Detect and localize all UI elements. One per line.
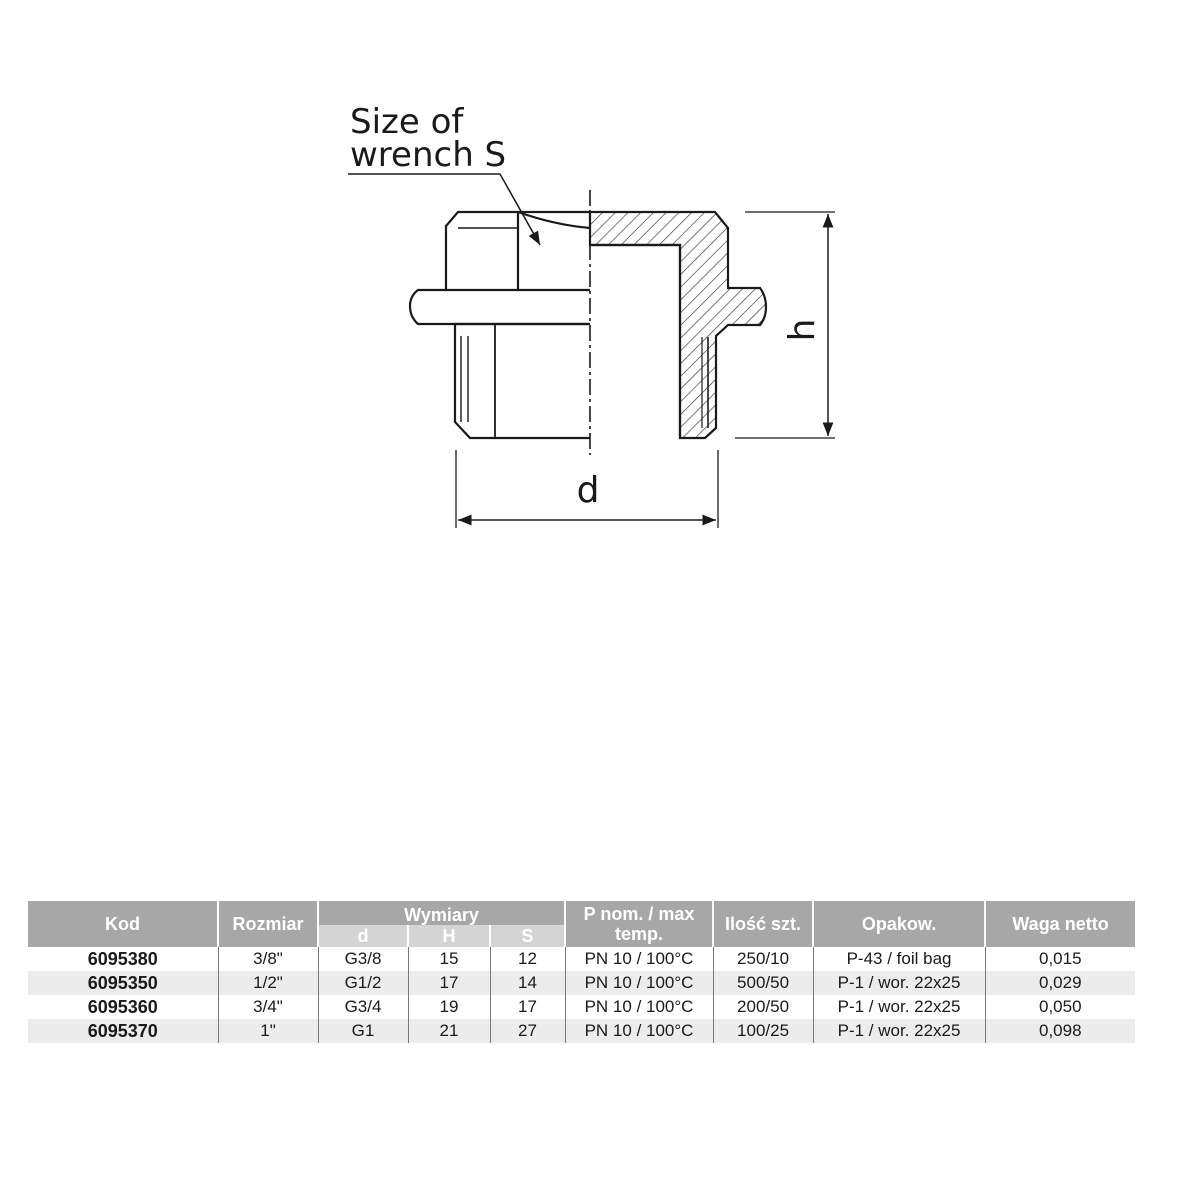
cell-opakow: P-1 / wor. 22x25 — [813, 995, 985, 1019]
table-row — [28, 947, 1135, 971]
header-sub-d: d — [318, 925, 408, 947]
header-rozmiar: Rozmiar — [218, 901, 318, 947]
cell-d: G3/8 — [318, 947, 408, 971]
callout-leader — [348, 174, 540, 245]
cell-d: G1 — [318, 1019, 408, 1043]
cell-s: 14 — [490, 971, 565, 995]
cell-h: 19 — [408, 995, 490, 1019]
cell-kod: 6095370 — [28, 1019, 218, 1043]
header-wymiary: Wymiary — [318, 901, 565, 925]
table-row — [28, 971, 1135, 995]
cell-rozmiar: 3/8" — [218, 947, 318, 971]
cell-kod: 6095360 — [87, 997, 158, 1017]
table-row — [28, 995, 1135, 1019]
header-sub-s: S — [490, 925, 565, 947]
cell-waga: 0,098 — [985, 1019, 1135, 1043]
header-kod: Kod — [28, 901, 218, 947]
cell-ilosc: 250/10 — [713, 947, 813, 971]
outer-view — [410, 212, 590, 438]
header-sub-h: H — [408, 925, 490, 947]
cell-opakow: P-1 / wor. 22x25 — [813, 1019, 985, 1043]
cell-h: 15 — [408, 947, 490, 971]
cell-pnom: PN 10 / 100°C — [565, 1019, 713, 1043]
header-opakow: Opakow. — [813, 901, 985, 947]
table-row — [28, 1019, 1135, 1043]
callout-size-of: Size of — [350, 102, 464, 142]
cell-opakow: P-43 / foil bag — [813, 947, 985, 971]
cell-rozmiar: 3/4" — [218, 995, 318, 1019]
cell-waga: 0,015 — [985, 947, 1135, 971]
cell-pnom: PN 10 / 100°C — [565, 971, 713, 995]
header-waga: Waga netto — [985, 901, 1135, 947]
cell-waga: 0,029 — [985, 971, 1135, 995]
cell-d: G1/2 — [318, 971, 408, 995]
cell-h: 21 — [408, 1019, 490, 1043]
cell-ilosc: 200/50 — [713, 995, 813, 1019]
header-ilosc: Ilość szt. — [713, 901, 813, 947]
cell-opakow: P-1 / wor. 22x25 — [813, 971, 985, 995]
cell-rozmiar: 1" — [218, 1019, 318, 1043]
cell-s: 12 — [490, 947, 565, 971]
cell-pnom: PN 10 / 100°C — [565, 947, 713, 971]
cell-pnom: PN 10 / 100°C — [565, 995, 713, 1019]
cell-rozmiar: 1/2" — [218, 971, 318, 995]
header-pnom: P nom. / max temp. — [565, 901, 713, 947]
cell-kod: 6095350 — [28, 971, 218, 995]
cell-h: 17 — [408, 971, 490, 995]
cell-ilosc: 100/25 — [713, 1019, 813, 1043]
cell-s: 17 — [490, 995, 565, 1019]
cell-kod: 6095380 — [87, 949, 158, 969]
diameter-label: d — [576, 470, 600, 511]
cell-s: 27 — [490, 1019, 565, 1043]
cell-waga: 0,050 — [985, 995, 1135, 1019]
cell-ilosc: 500/50 — [713, 971, 813, 995]
callout-wrench-s: wrench S — [350, 135, 507, 175]
height-label: h — [782, 318, 823, 342]
spec-table — [28, 901, 1135, 1043]
cell-d: G3/4 — [318, 995, 408, 1019]
